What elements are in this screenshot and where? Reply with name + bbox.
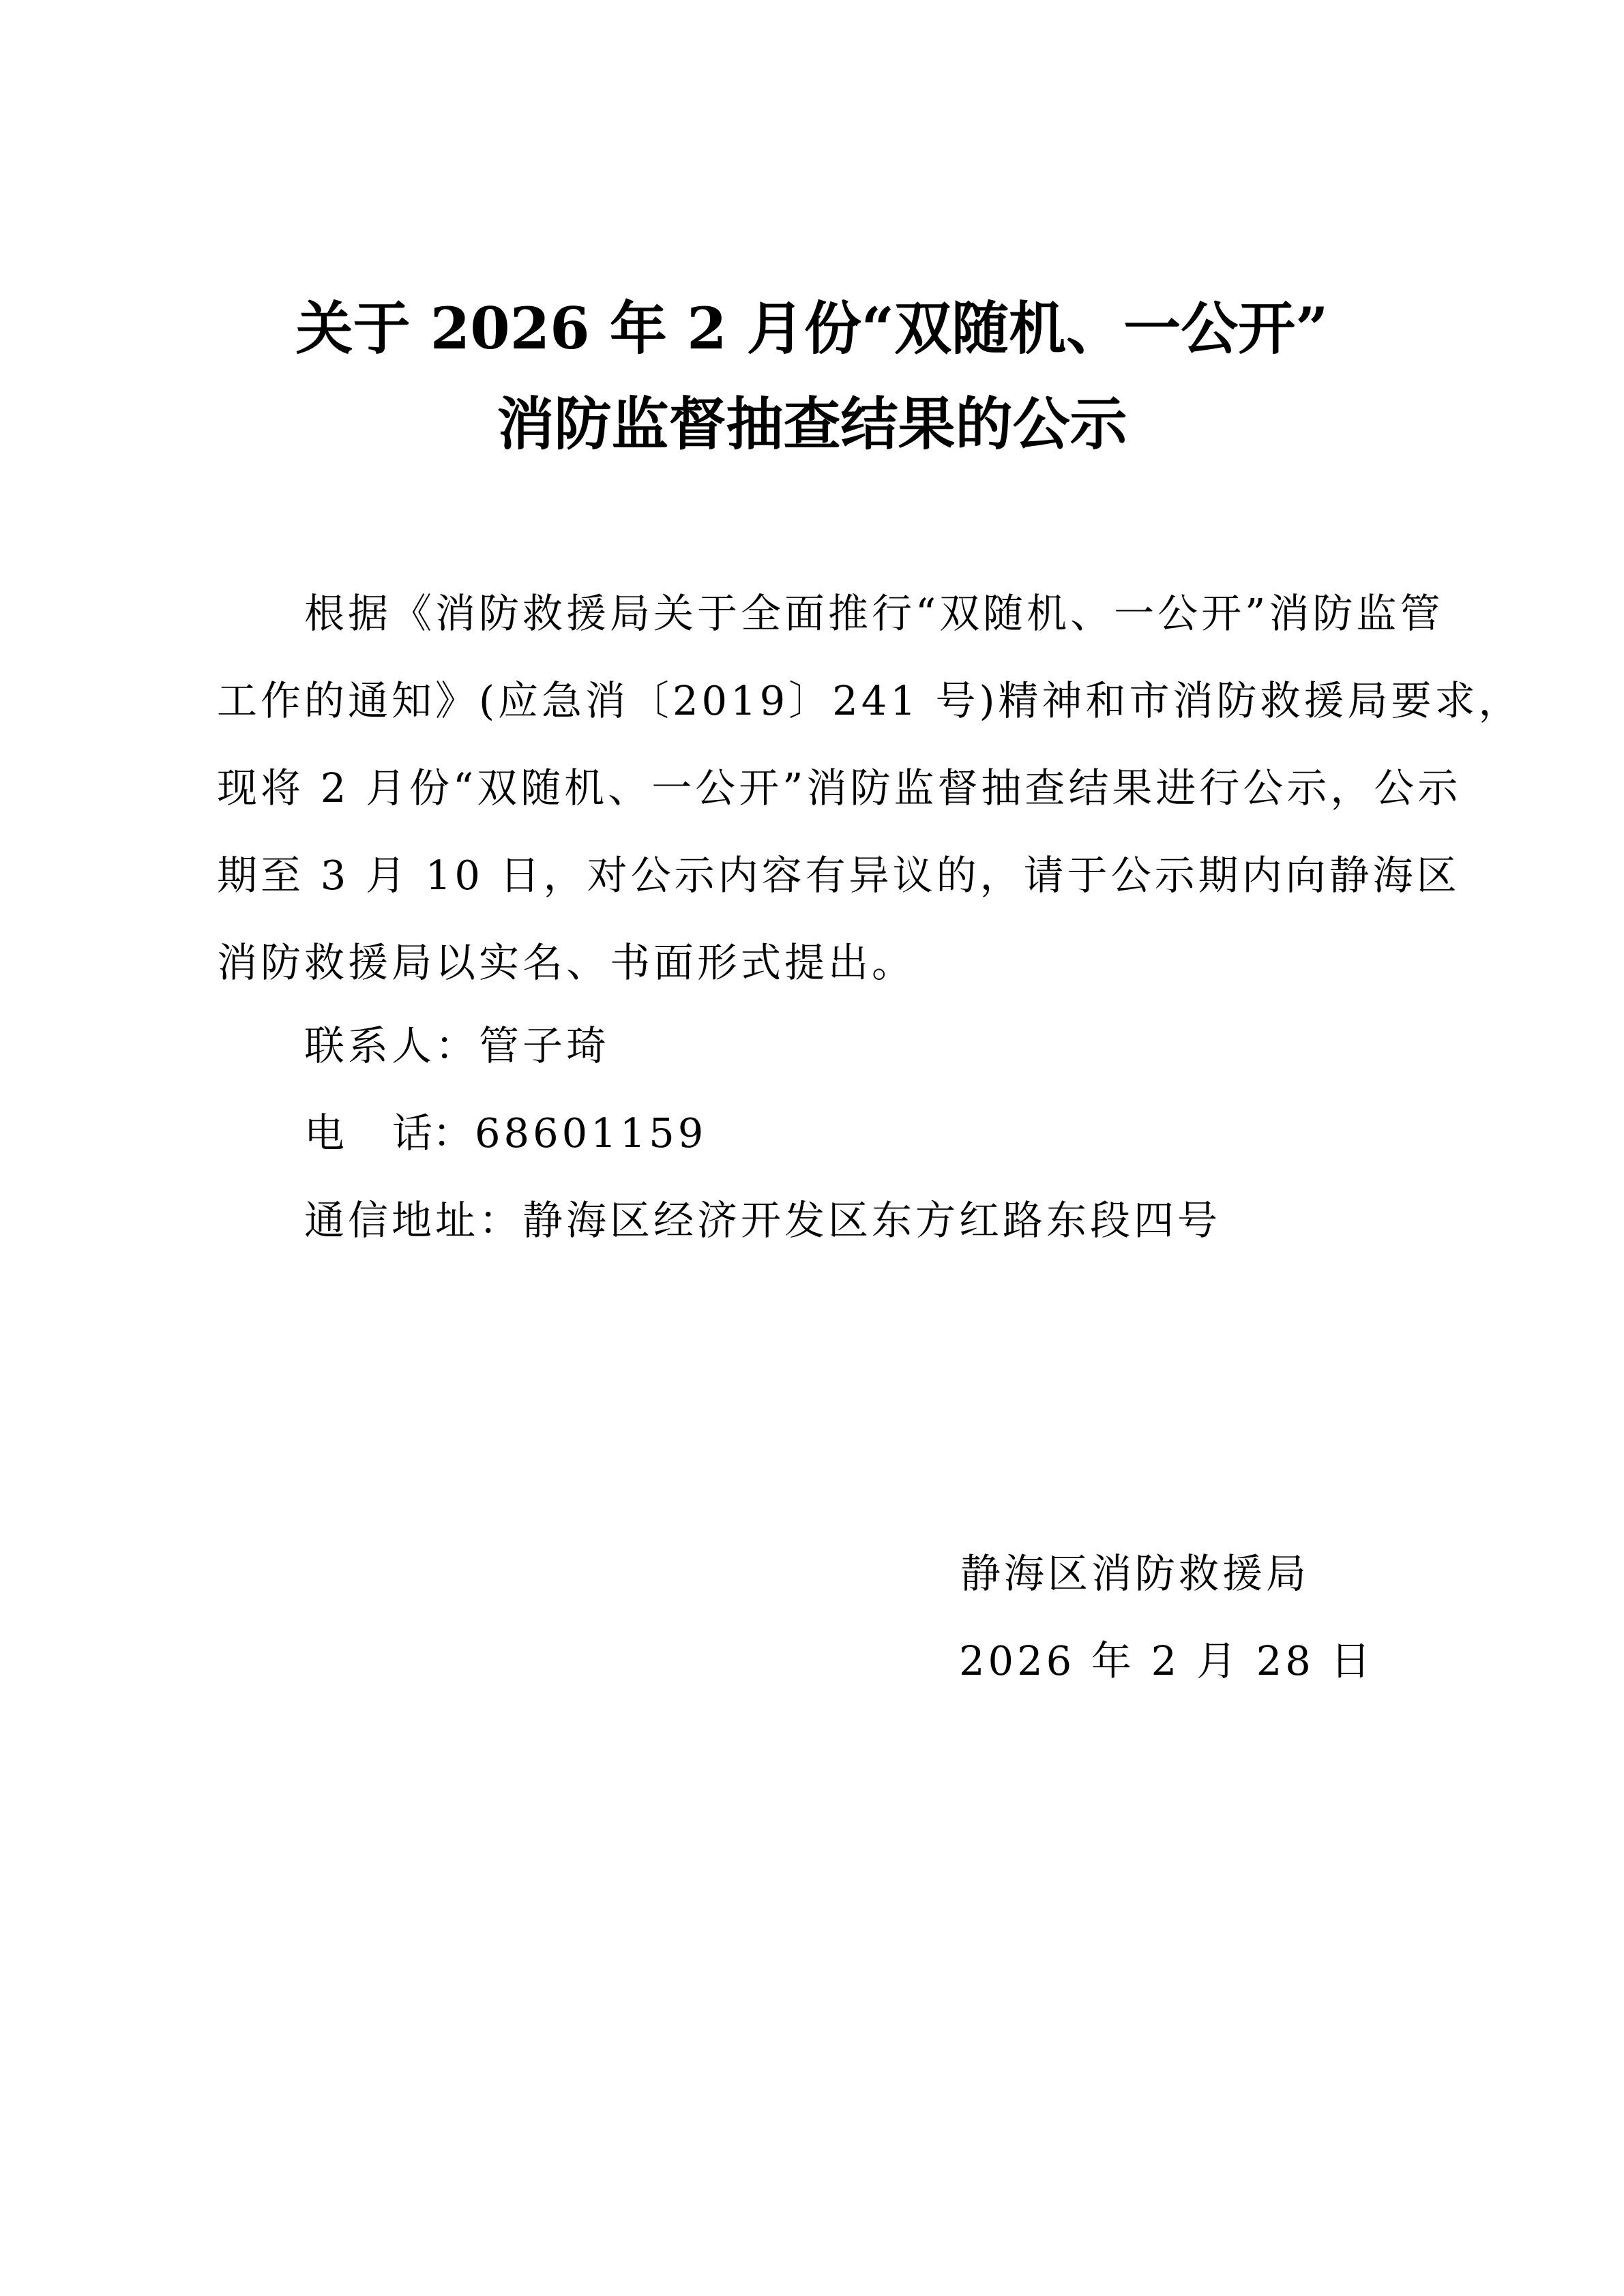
phone-label — [304, 1090, 475, 1177]
contact-label: 联系人： — [304, 1022, 479, 1069]
contact-person — [304, 1002, 610, 1090]
contact-address — [304, 1177, 1221, 1264]
address-label: 通信地址： — [304, 1197, 523, 1244]
body-line-5: 消防救援局以实名、书面形式提出。 — [217, 939, 916, 986]
document-title-line-1: 关于 2026 年 2 月份“双随机、一公开” — [295, 295, 1329, 362]
signature-organization: 静海区消防救援局 — [960, 1550, 1310, 1597]
phone-label-char-2: 话： — [392, 1109, 473, 1157]
contact-name: 管子琦 — [479, 1022, 610, 1069]
document-title-line-2: 消防监督抽查结果的公示 — [497, 390, 1127, 458]
body-line-2: 工作的通知》(应急消〔2019〕241 号)精神和市消防救援局要求， — [217, 677, 1522, 724]
signature-date: 2026 年 2 月 28 日 — [959, 1637, 1374, 1684]
body-line-3: 现将 2 月份“双随机、一公开”消防监督抽查结果进行公示，公示 — [217, 764, 1462, 811]
body-line-1: 根据《消防救援局关于全面推行“双随机、一公开”消防监管 — [304, 590, 1444, 637]
phone-number: 68601159 — [475, 1109, 707, 1157]
contact-phone — [304, 1090, 707, 1177]
address-value: 静海区经济开发区东方红路东段四号 — [522, 1197, 1222, 1244]
phone-label-char-1: 电 — [304, 1109, 345, 1157]
body-line-4: 期至 3 月 10 日，对公示内容有异议的，请于公示期内向静海区 — [217, 852, 1460, 899]
